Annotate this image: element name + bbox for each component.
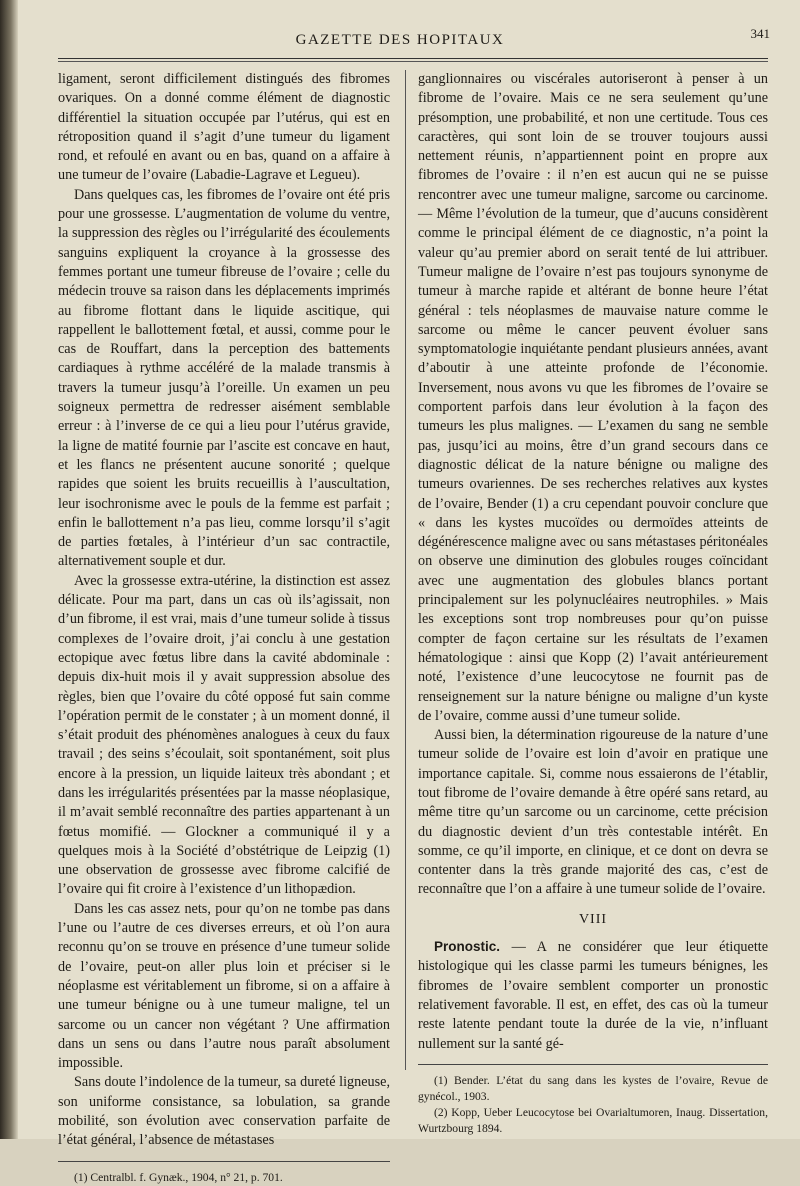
header-rule-secondary (58, 61, 768, 62)
section-heading: Pronostic. (434, 939, 501, 955)
footnote: (2) Kopp, Ueber Leucocytose bei Ovarialtumoren, Inaug. Dissertation, Wurtzbourg 1894. (418, 1105, 768, 1135)
footnote: (1) Bender. L’état du sang dans les kystes de l’ovaire, Revue de gynécol., 1903. (418, 1073, 768, 1103)
paragraph: Avec la grossesse extra-utérine, la distinction est assez délicate. Pour ma part, dans un cas où ils’agissait, non d’un fibrome, il est vrai, mais d’une tumeur solide à tissus complexes de l’ovaire droit, j’ai conclu à une gestation ectopique avec fœtus libre dans la cavité abdominale : depuis dix-huit mois il y avait suppression absolue des règles, bien que l’ovaire du côté opposé fut sain comme l’opération permit de le constater ; à un moment donné, il s’était produit des phénomènes analogues à ceux du faux travail ; des seins s’écoulait, soit spontanément, soit plus encore à la pression, un liquide laiteux très abondant ; et dans les irrégularités présentées par la masse néoplasique, il m’avait semblé reconnaître des parties appartenant à un fœtus momifié. — Glockner a communiqué il y a quelques mois à la Société d’obstétrique de Leipzig (1) une observation de grossesse avec fibrome calcifié de l’ovaire qui fit croire à l’existence d’un lithopædion. (58, 572, 390, 898)
column-divider (405, 70, 406, 1070)
section-number: VIII (578, 911, 608, 927)
section-paragraph (418, 937, 768, 1054)
paragraph: ligament, seront difficilement distingués des fibromes ovariques. On a donné comme élément de diagnostic différentiel la situation occupée par l’utérus, qui est en rétroposition quand il s’agit d’une tumeur du ligament rond, et refoulé en avant ou en bas, quand on a affaire à une tumeur de l’ovaire (Labadie-Lagrave et Legueu). (58, 71, 390, 184)
left-column (58, 70, 390, 1186)
header-rule (58, 58, 768, 59)
page-header (0, 26, 800, 56)
journal-title: GAZETTE DES HOPITAUX (295, 32, 505, 48)
paragraph: Sans doute l’indolence de la tumeur, sa dureté ligneuse, son uniforme consistance, sa lobulation, sa grande mobilité, son évolution avec conservation parfaite de l’état général, l’absence de métastases (58, 1074, 390, 1149)
footnote-rule (418, 1064, 768, 1065)
page-edge-shadow (0, 0, 18, 1139)
paragraph: Dans les cas assez nets, pour qu’on ne tombe pas dans l’une ou l’autre de ces diverses erreurs, et où l’on aura reconnu qu’on se trouve en présence d’une tumeur solide de l’ovaire, peut-on aller plus loin et préciser si le néoplasme est véritablement un fibrome, si on a affaire à une tumeur bénigne ou à une tumeur maligne, tel un sarcome ou un cancer non végétant ? Une affirmation dans un sens ou dans l’autre nous paraît absolument impossible. (58, 900, 390, 1072)
paragraph: Dans quelques cas, les fibromes de l’ovaire ont été pris pour une grossesse. L’augmentation de volume du ventre, la suppression des règles ou l’irrégularité des écoulements sanguins expliquent la croyance à la grossesse des femmes portant une tumeur fibreuse de l’ovaire ; celle du médecin trouve sa raison dans les déplacements imprimés au fibrome flottant dans le liquide ascitique, qui rappellent le ballottement fœtal, et aussi, comme pour le cas de Rouffart, dans la perception des battements cardiaques à rythme accéléré de la malade transmis à travers la tumeur jusqu’à l’oreille. Un examen un peu soigneux permettra de redresser aisément semblable erreur : à l’inverse de ce qui a lieu pour l’utérus gravide, la ligne de matité fournie par l’ascite est concave en haut, et les flancs ne présentent aucune sonorité ; quelque rapides que soient les bruits recueillis à l’auscultation, leur isochronisme avec le pouls de la femme est parfait ; enfin le ballottement n’a pas lieu, comme lorsqu’il s’agit de parties fœtales, à l’intérieur d’un sac contractile, alternativement souple et dur. (58, 186, 390, 570)
footnote-rule (58, 1161, 390, 1162)
footnote: (1) Centralbl. f. Gynæk., 1904, n° 21, p. 701. (74, 1170, 283, 1184)
right-column (418, 70, 768, 1137)
paragraph: ganglionnaires ou viscérales autoriseront à penser à un fibrome de l’ovaire. Mais ce ne sera seulement qu’une présomption, une probabilité, et non une certitude. Tous ces caractères, qui sont loin de se trouver toujours aussi nettement réunis, n’appartiennent point en propre aux fibromes de l’ovaire : il n’en est aucun qui ne se puisse rencontrer avec une tumeur maligne, sarcome ou carcinome. — Même l’évolution de la tumeur, que d’aucuns considèrent comme le principal élément de ce diagnostic, n’a point la valeur qu’au premier abord on serait tenté de lui attribuer. Tumeur maligne de l’ovaire n’est pas toujours synonyme de tumeur à marche rapide et altérant de bonne heure l’état général : tels néoplasmes de mauvaise nature comme le sarcome ou même le cancer peuvent évoluer sans symptomatologie inquiétante pendant plusieurs années, avant d’aboutir à une atteinte profonde de l’économie. Inversement, nous avons vu que les fibromes de l’ovaire se comportent parfois dans leur évolution à la façon des tumeurs les plus malignes. — L’examen du sang ne semble pas, jusqu’ici au moins, être d’un grand secours dans ce diagnostic délicat de la nature bénigne ou maligne des tumeurs ovariennes. De ses recherches relatives aux kystes de l’ovaire, Bender (1) a cru cependant pouvoir conclure que « dans les kystes mucoïdes ou dermoïdes atteints de dégénérescence maligne avec ou sans métastases péritonéales on observe une diminution des globules rouges coïncidant avec une augmentation des globules blancs portant principalement sur les polynucléaires neutrophiles. » Mais les exceptions sont trop nombreuses pour qu’on puisse compter de façon certaine sur les résultats de l’examen hématologique : ainsi que Kopp (2) l’avait antérieurement noté, l’existence d’une leucocytose ne fournit pas de renseignement sur la nature bénigne ou maligne d’un kyste de l’ovaire, comme aussi d’une tumeur solide. (418, 71, 768, 724)
paragraph: Aussi bien, la détermination rigoureuse de la nature d’une tumeur solide de l’ovaire est loin d’avoir en pratique une importance capitale. Si, comme nous essaierons de l’établir, tout fibrome de l’ovaire demande à être opéré sans retard, au même titre qu’un sarcome ou un carcinome, cette précision du diagnostic devient d’un très contestable intérêt. En somme, ce qu’il importe, en clinique, et ce dont on devra se contenter dans la très grande majorité des cas, c’est de reconnaître que l’on a affaire à une tumeur solide de l’ovaire. (418, 727, 768, 898)
section-text: — A ne considérer que leur étiquette histologique qui les classe parmi les tumeurs bénignes, les fibromes de l’ovaire semblent comporter un pronostic relativement favorable. Il est, en effet, des cas où la tumeur reste latente pendant toute la durée de la vie, n’influant nullement sur la santé gé- (418, 939, 768, 1052)
page-number: 341 (750, 26, 770, 41)
